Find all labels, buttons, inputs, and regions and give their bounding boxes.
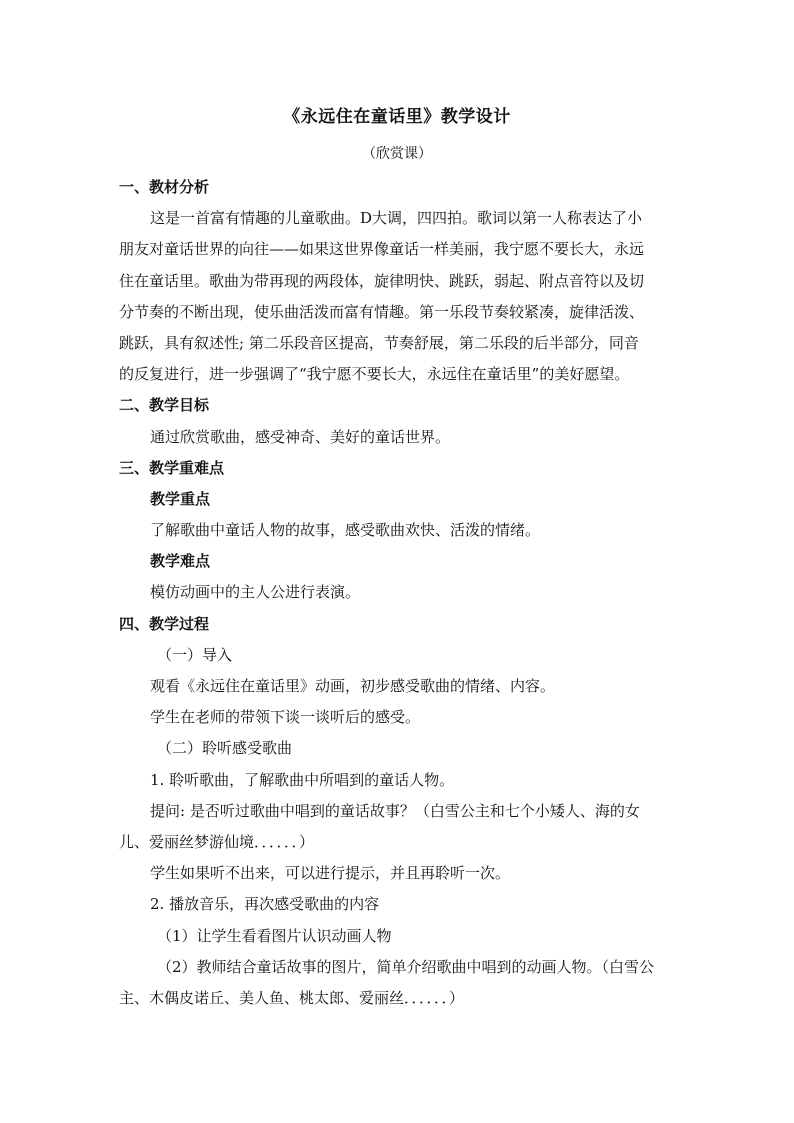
document-subtitle: （欣赏课） [362,146,432,162]
section-heading-process: 四、教学过程 [119,614,210,633]
paragraph-line: 朋友对童话世界的向往——如果这世界像童话一样美丽，我宁愿不要长大，永远 [119,240,645,259]
paragraph-line: 提问: 是否听过歌曲中唱到的童话故事？（白雪公主和七个小矮人、海的女 [150,801,640,820]
subheading-key-point: 教学重点 [150,489,211,508]
section-heading-analysis: 一、教材分析 [119,178,210,196]
paragraph-line: （1）让学生看看图片认识动画人物 [157,926,392,945]
paragraph-line: 分节奏的不断出现，使乐曲活泼而富有情趣。第一乐段节奏较紧凑，旋律活泼、 [119,302,645,321]
document-body [119,172,679,1014]
section-heading-key-points: 三、教学重难点 [119,458,225,477]
paragraph-line: （2）教师结合童话故事的图片，简单介绍歌曲中唱到的动画人物。（白雪公 [157,957,655,976]
paragraph-line: 的反复进行，进一步强调了“我宁愿不要长大，永远住在童话里”的美好愿望。 [119,365,630,384]
paragraph-line: 1. 聆听歌曲，了解歌曲中所唱到的童话人物。 [150,770,455,789]
paragraph-line: 跳跃，具有叙述性; 第二乐段音区提高，节奏舒展，第二乐段的后半部分，同音 [119,333,639,352]
paragraph-line: 住在童话里。歌曲为带再现的两段体，旋律明快、跳跃，弱起、附点音符以及切 [119,271,645,290]
paragraph-line: 这是一首富有情趣的儿童歌曲。D大调，四四拍。歌词以第一人称表达了小 [150,209,643,228]
paragraph-line: 儿、爱丽丝梦游仙境．．．．．．） [119,832,315,851]
paragraph-line: 了解歌曲中童话人物的故事，感受歌曲欢快、活泼的情绪。 [150,521,541,540]
paragraph-line: 通过欣赏歌曲，感受神奇、美好的童话世界。 [150,427,451,446]
paragraph-line: 学生在老师的带领下谈一谈听后的感受。 [150,708,421,727]
paragraph-line: 模仿动画中的主人公进行表演。 [150,583,361,602]
paragraph-line: 学生如果听不出来，可以进行提示，并且再聆听一次。 [150,864,511,883]
paragraph-line: 主、木偶皮诺丘、美人鱼、桃太郎、爱丽丝．．．．．．） [119,988,465,1007]
paragraph-line: （二）聆听感受歌曲 [157,739,293,758]
paragraph-line: （一）导入 [157,645,233,664]
paragraph-line: 2. 播放音乐，再次感受歌曲的内容 [150,895,380,914]
document-title: 《永远住在童话里》教学设计 [283,107,511,127]
section-heading-goals: 二、教学目标 [119,396,210,415]
paragraph-line: 观看《永远住在童话里》动画，初步感受歌曲的情绪、内容。 [150,677,556,695]
subheading-difficulty: 教学难点 [150,552,211,571]
